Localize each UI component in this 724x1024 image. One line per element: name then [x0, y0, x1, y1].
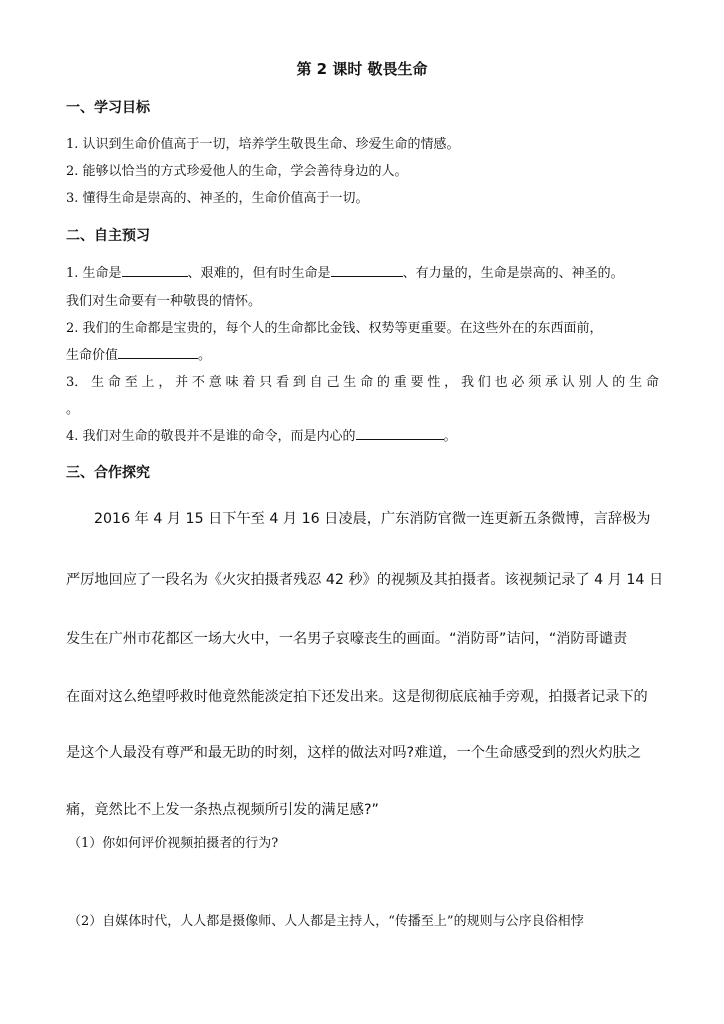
q3-char: 看: [276, 375, 290, 390]
objective-item: 3. 懂得生命是崇高的、神圣的，生命价值高于一切。: [66, 191, 369, 206]
fill-blank[interactable]: [331, 262, 403, 277]
passage-line: 2016 年 4 月 15 日下午至 4 月 16 日凌晨，广东消防官微一连更新五条微博，言辞极为: [94, 511, 651, 527]
q3-char: 承: [545, 375, 559, 390]
passage-line: 发生在广州市花都区一场大火中，一名男子哀嚎丧生的画面。“消防哥”诘问，“消防哥谴责: [66, 631, 628, 647]
q3-char: 生: [343, 375, 357, 390]
q3-char: 命: [360, 375, 374, 390]
q3-char: 不: [191, 375, 205, 390]
preview-question-2-cont: [66, 344, 211, 363]
q3-char: 命: [645, 375, 659, 390]
fill-blank[interactable]: [118, 344, 198, 359]
q3-char: 生: [91, 375, 105, 390]
q3-char: ，: [444, 375, 458, 390]
q3-char: 我: [460, 375, 474, 390]
q2-text-b: 生命价值: [66, 348, 119, 363]
q3-char: 别: [578, 375, 592, 390]
q3-char: 上: [141, 375, 155, 390]
q3-char: 人: [595, 375, 609, 390]
q3-char: 自: [309, 375, 323, 390]
q4-text-b: 。: [443, 429, 457, 444]
preview-question-3: [66, 371, 659, 390]
objective-item: 1. 认识到生命价值高于一切，培养学生敬畏生命、珍爱生命的情感。: [66, 137, 460, 152]
q3-char: 意: [208, 375, 222, 390]
q3-char: 着: [242, 375, 256, 390]
passage-line: 痛，竟然比不上发一条热点视频所引发的满足感?”: [66, 802, 379, 818]
q3-char: 只: [259, 375, 273, 390]
fill-blank[interactable]: [122, 262, 188, 277]
explore-question-1: （1）你如何评价视频拍摄者的行为?: [68, 836, 279, 851]
preview-question-2: 2. 我们的生命都是宝贵的，每个人的生命都比金钱、权势等更重要。在这些外在的东西面前，: [66, 321, 603, 336]
fill-blank[interactable]: [356, 425, 444, 440]
passage-line: 在面对这么绝望呼救时他竟然能淡定拍下还发出来。这是彻彻底底袖手旁观，拍摄者记录下的: [66, 689, 648, 705]
section-heading-objectives: 一、学习目标: [66, 100, 150, 116]
q3-char: ，: [158, 375, 172, 390]
section-heading-explore: 三、合作探究: [66, 465, 150, 481]
q1-text-c: 、有力量的，生命是崇高的、神圣的。: [402, 266, 624, 281]
q3-char: 己: [326, 375, 340, 390]
q3-char: 须: [528, 375, 542, 390]
q3-char: 3．: [66, 375, 88, 390]
explore-question-2: （2）自媒体时代，人人都是摄像师、人人都是主持人，“传播至上”的规则与公序良俗相悖: [68, 914, 584, 929]
q3-char: 重: [393, 375, 407, 390]
q1-text-a: 1. 生命是: [66, 266, 122, 281]
q3-char: 要: [410, 375, 424, 390]
q3-char: 必: [511, 375, 525, 390]
q3-char: 的: [376, 375, 390, 390]
q3-char: 生: [629, 375, 643, 390]
passage-line: 是这个人最没有尊严和最无助的时刻，这样的做法对吗?难道，一个生命感受到的烈火灼肤之: [66, 745, 642, 761]
q3-char: 命: [107, 375, 121, 390]
preview-question-3-tail: 。: [66, 402, 80, 417]
preview-question-1-cont: 我们对生命要有一种敬畏的情怀。: [66, 294, 262, 309]
q4-text-a: 4. 我们对生命的敬畏并不是谁的命令，而是内心的: [66, 429, 356, 444]
q3-char: 到: [292, 375, 306, 390]
q3-char: 至: [124, 375, 138, 390]
q3-char: 的: [612, 375, 626, 390]
q3-char: 味: [225, 375, 239, 390]
q3-char: 性: [427, 375, 441, 390]
preview-question-1: [66, 262, 624, 281]
preview-question-4: [66, 425, 457, 444]
q3-char: 认: [561, 375, 575, 390]
q1-text-b: 、艰难的，但有时生命是: [187, 266, 331, 281]
q3-char: 也: [494, 375, 508, 390]
objective-item: 2. 能够以恰当的方式珍爱他人的生命，学会善待身边的人。: [66, 164, 408, 179]
q3-char: 并: [175, 375, 189, 390]
q3-char: 们: [477, 375, 491, 390]
page-title: 第 2 课时 敬畏生命: [296, 60, 428, 78]
section-heading-preview: 二、自主预习: [66, 228, 150, 244]
passage-line: 严厉地回应了一段名为《火灾拍摄者残忍 42 秒》的视频及其拍摄者。该视频记录了 4 月 14 日: [66, 572, 664, 588]
q2-text-c: 。: [198, 348, 212, 363]
